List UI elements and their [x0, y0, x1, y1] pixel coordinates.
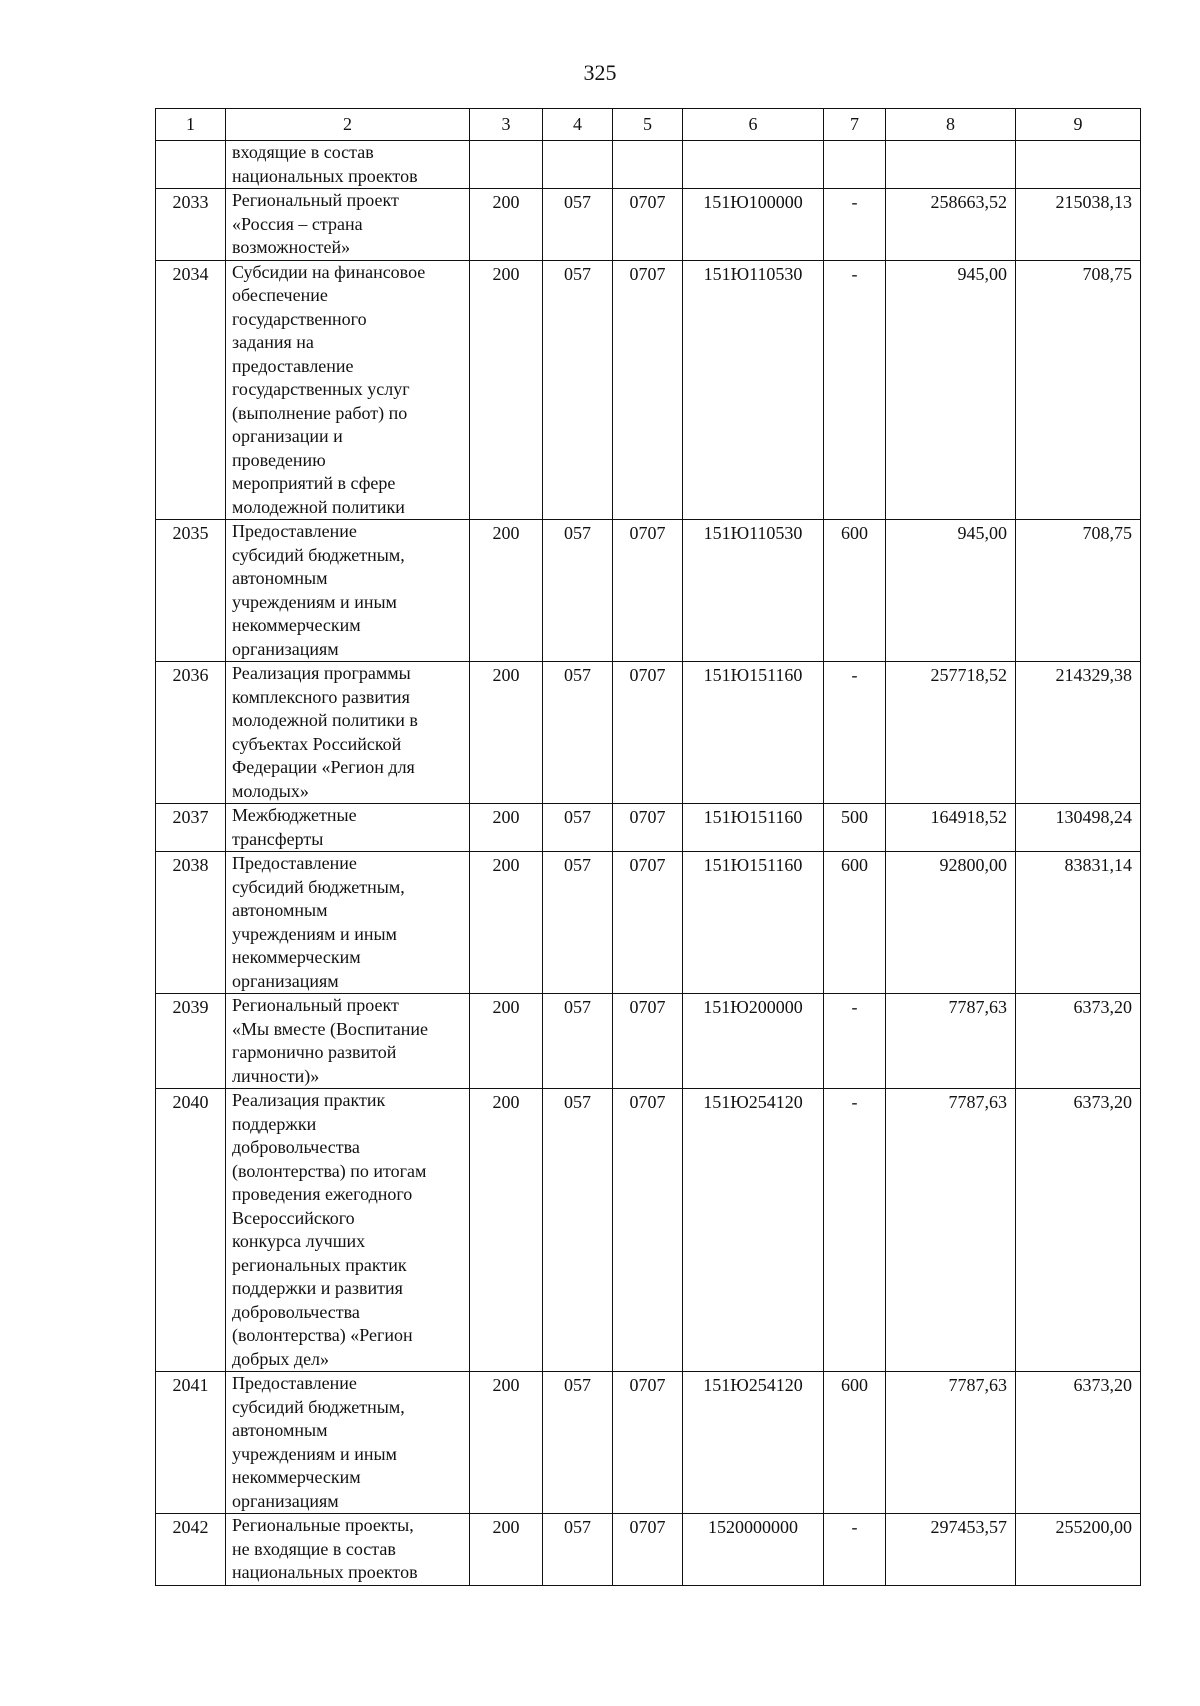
col6-code: 151Ю110530: [683, 260, 824, 520]
column-header-4: 4: [543, 109, 613, 141]
table-row: [156, 994, 1141, 1089]
column-header-7: 7: [824, 109, 886, 141]
col9-amount: 6373,20: [1016, 994, 1141, 1089]
column-header-6: 6: [683, 109, 824, 141]
col9-amount: 214329,38: [1016, 662, 1141, 804]
column-header-1: 1: [156, 109, 226, 141]
empty-cell: [470, 141, 543, 189]
col8-amount: 297453,57: [886, 1514, 1016, 1586]
table-row: [156, 662, 1141, 804]
row-description: Предоставление субсидий бюджетным, автономным учреждениям и иным некоммерческим организациям: [226, 852, 470, 994]
col5-value: 0707: [613, 662, 683, 804]
col4-value: 057: [543, 804, 613, 852]
col5-value: 0707: [613, 1372, 683, 1514]
col8-amount: 258663,52: [886, 189, 1016, 261]
col7-value: -: [824, 260, 886, 520]
row-description: Межбюджетные трансферты: [226, 804, 470, 852]
row-description: Региональный проект «Россия – страна возможностей»: [226, 189, 470, 261]
col7-value: -: [824, 189, 886, 261]
table-row: [156, 852, 1141, 994]
column-header-2: 2: [226, 109, 470, 141]
row-description: Субсидии на финансовое обеспечение государственного задания на предоставление государственных услуг (выполнение работ) по организации и проведению мероприятий в сфере молодежной политики: [226, 260, 470, 520]
table-row: [156, 804, 1141, 852]
row-description: Реализация практик поддержки добровольчества (волонтерства) по итогам проведения ежегодного Всероссийского конкурса лучших региональных практик поддержки и развития добровольчества (волонтерства) «Регион добрых дел»: [226, 1089, 470, 1372]
column-header-3: 3: [470, 109, 543, 141]
row-description: Предоставление субсидий бюджетным, автономным учреждениям и иным некоммерческим организациям: [226, 520, 470, 662]
col9-amount: 255200,00: [1016, 1514, 1141, 1586]
row-number: 2041: [156, 1372, 226, 1514]
col6-code: 151Ю110530: [683, 520, 824, 662]
table-row: [156, 1514, 1141, 1586]
col3-value: 200: [470, 1089, 543, 1372]
table-row: [156, 520, 1141, 662]
col4-value: 057: [543, 852, 613, 994]
table-row: [156, 1372, 1141, 1514]
column-header-9: 9: [1016, 109, 1141, 141]
col8-amount: 7787,63: [886, 1372, 1016, 1514]
row-number: 2038: [156, 852, 226, 994]
column-header-8: 8: [886, 109, 1016, 141]
col5-value: 0707: [613, 189, 683, 261]
empty-cell: [613, 141, 683, 189]
empty-cell: [1016, 141, 1141, 189]
col5-value: 0707: [613, 994, 683, 1089]
col6-code: 151Ю151160: [683, 662, 824, 804]
table-row: [156, 260, 1141, 520]
row-description: Региональные проекты, не входящие в состав национальных проектов: [226, 1514, 470, 1586]
col3-value: 200: [470, 994, 543, 1089]
row-description: Реализация программы комплексного развития молодежной политики в субъектах Российской Федерации «Регион для молодых»: [226, 662, 470, 804]
col8-amount: 945,00: [886, 520, 1016, 662]
table-row: [156, 1089, 1141, 1372]
col9-amount: 6373,20: [1016, 1089, 1141, 1372]
table-row: [156, 189, 1141, 261]
page-number: 325: [583, 60, 617, 85]
col5-value: 0707: [613, 1514, 683, 1586]
row-number: 2035: [156, 520, 226, 662]
col8-amount: 164918,52: [886, 804, 1016, 852]
col6-code: 1520000000: [683, 1514, 824, 1586]
col3-value: 200: [470, 804, 543, 852]
col7-value: 600: [824, 520, 886, 662]
empty-cell: [543, 141, 613, 189]
row-description: Региональный проект «Мы вместе (Воспитание гармонично развитой личности)»: [226, 994, 470, 1089]
col8-amount: 7787,63: [886, 994, 1016, 1089]
col9-amount: 708,75: [1016, 520, 1141, 662]
col4-value: 057: [543, 662, 613, 804]
col6-code: 151Ю254120: [683, 1089, 824, 1372]
col7-value: 600: [824, 1372, 886, 1514]
col5-value: 0707: [613, 804, 683, 852]
budget-table: [155, 108, 1141, 1586]
col4-value: 057: [543, 994, 613, 1089]
row-number: 2040: [156, 1089, 226, 1372]
col4-value: 057: [543, 189, 613, 261]
col4-value: 057: [543, 520, 613, 662]
col9-amount: 83831,14: [1016, 852, 1141, 994]
continuation-text: входящие в состав национальных проектов: [226, 141, 470, 189]
col6-code: 151Ю151160: [683, 804, 824, 852]
empty-cell: [683, 141, 824, 189]
row-number: 2039: [156, 994, 226, 1089]
col4-value: 057: [543, 1514, 613, 1586]
row-number: 2036: [156, 662, 226, 804]
col9-amount: 708,75: [1016, 260, 1141, 520]
col6-code: 151Ю151160: [683, 852, 824, 994]
table-body: [156, 141, 1141, 1586]
col8-amount: 92800,00: [886, 852, 1016, 994]
col9-amount: 6373,20: [1016, 1372, 1141, 1514]
col3-value: 200: [470, 189, 543, 261]
col4-value: 057: [543, 1372, 613, 1514]
row-number: 2034: [156, 260, 226, 520]
col7-value: 600: [824, 852, 886, 994]
col3-value: 200: [470, 662, 543, 804]
row-number: 2042: [156, 1514, 226, 1586]
col7-value: -: [824, 994, 886, 1089]
col5-value: 0707: [613, 1089, 683, 1372]
col7-value: -: [824, 1089, 886, 1372]
col6-code: 151Ю100000: [683, 189, 824, 261]
col3-value: 200: [470, 1372, 543, 1514]
row-number: 2033: [156, 189, 226, 261]
col5-value: 0707: [613, 260, 683, 520]
col6-code: 151Ю254120: [683, 1372, 824, 1514]
col5-value: 0707: [613, 852, 683, 994]
col7-value: -: [824, 1514, 886, 1586]
col3-value: 200: [470, 1514, 543, 1586]
col3-value: 200: [470, 260, 543, 520]
column-header-5: 5: [613, 109, 683, 141]
col7-value: 500: [824, 804, 886, 852]
col8-amount: 945,00: [886, 260, 1016, 520]
col6-code: 151Ю200000: [683, 994, 824, 1089]
col8-amount: 257718,52: [886, 662, 1016, 804]
col3-value: 200: [470, 852, 543, 994]
continuation-row: [156, 141, 1141, 189]
header-row: [156, 109, 1141, 141]
row-description: Предоставление субсидий бюджетным, автономным учреждениям и иным некоммерческим организациям: [226, 1372, 470, 1514]
col5-value: 0707: [613, 520, 683, 662]
continuation-rowno: [156, 141, 226, 189]
col9-amount: 215038,13: [1016, 189, 1141, 261]
col4-value: 057: [543, 260, 613, 520]
empty-cell: [886, 141, 1016, 189]
empty-cell: [824, 141, 886, 189]
row-number: 2037: [156, 804, 226, 852]
col4-value: 057: [543, 1089, 613, 1372]
col7-value: -: [824, 662, 886, 804]
col3-value: 200: [470, 520, 543, 662]
col8-amount: 7787,63: [886, 1089, 1016, 1372]
col9-amount: 130498,24: [1016, 804, 1141, 852]
